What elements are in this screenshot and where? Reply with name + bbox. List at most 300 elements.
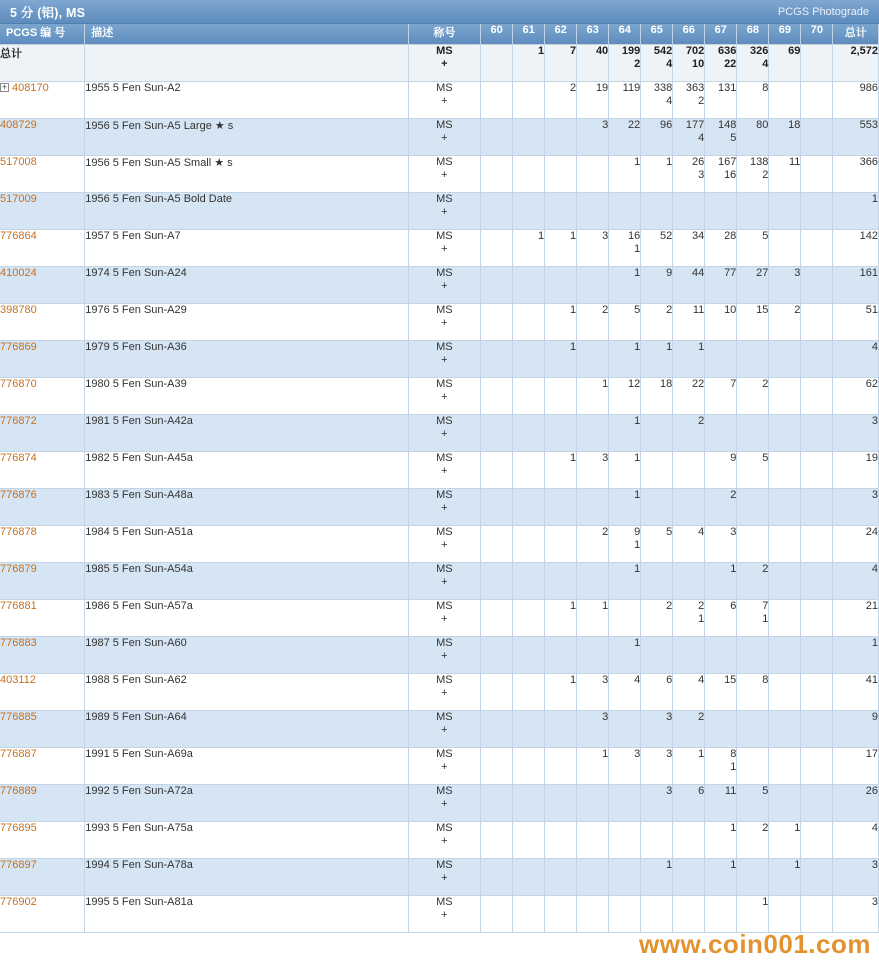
cell-pop-60 — [481, 599, 513, 636]
cell-pop-67: 77 — [705, 266, 737, 303]
cell-pop-67: 9 — [705, 451, 737, 488]
table-row[interactable] — [0, 599, 879, 636]
cell-pop-70 — [801, 155, 833, 192]
pcgs-number-link[interactable]: 776889 — [0, 784, 37, 797]
cell-pop-61 — [513, 747, 545, 784]
cell-pop-64: 3 — [609, 747, 641, 784]
cell-pcgs-number[interactable] — [0, 81, 85, 118]
pcgs-number-link[interactable]: 776895 — [0, 821, 37, 834]
table-row[interactable] — [0, 747, 879, 784]
pcgs-number-link[interactable]: 403112 — [0, 673, 36, 686]
cell-pop-65 — [641, 414, 673, 451]
cell-pop-62 — [545, 377, 577, 414]
cell-pop-69: 18 — [769, 118, 801, 155]
cell-pop-62 — [545, 895, 577, 932]
population-table — [0, 24, 879, 933]
cell-pop-60 — [481, 266, 513, 303]
cell-pop-66 — [673, 858, 705, 895]
totals-description — [85, 44, 408, 81]
cell-pop-64: 1 — [609, 562, 641, 599]
cell-pop-60 — [481, 303, 513, 340]
cell-pop-61 — [513, 821, 545, 858]
cell-pcgs-number[interactable] — [0, 895, 85, 932]
cell-description: 1956 5 Fen Sun-A5 Large ★ s — [85, 118, 408, 155]
table-row[interactable] — [0, 155, 879, 192]
pcgs-number-link[interactable]: 776883 — [0, 636, 37, 649]
cell-pop-62 — [545, 821, 577, 858]
cell-total: 553 — [833, 118, 879, 155]
cell-pop-61 — [513, 192, 545, 229]
cell-total: 62 — [833, 377, 879, 414]
cell-grade: MS + — [408, 155, 480, 192]
cell-pop-60 — [481, 636, 513, 673]
cell-total: 51 — [833, 303, 879, 340]
cell-pop-61 — [513, 266, 545, 303]
cell-pop-65: 96 — [641, 118, 673, 155]
cell-pop-69: 3 — [769, 266, 801, 303]
cell-pop-61: 1 — [513, 229, 545, 266]
table-row[interactable] — [0, 895, 879, 932]
cell-pop-68: 1 — [737, 895, 769, 932]
cell-pop-65: 338 4 — [641, 81, 673, 118]
cell-pop-69 — [769, 340, 801, 377]
cell-pop-60 — [481, 710, 513, 747]
cell-pop-67: 636 22 — [705, 44, 737, 81]
cell-grade: MS + — [408, 821, 480, 858]
cell-pop-64 — [609, 192, 641, 229]
cell-pop-63: 1 — [577, 377, 609, 414]
cell-description: 1985 5 Fen Sun-A54a — [85, 562, 408, 599]
cell-pcgs-number[interactable] — [0, 784, 85, 821]
cell-pop-62 — [545, 118, 577, 155]
pcgs-number-link[interactable]: 776869 — [0, 340, 37, 353]
pcgs-number-link[interactable]: 776870 — [0, 377, 37, 390]
cell-total: 17 — [833, 747, 879, 784]
pcgs-number-link[interactable]: 776874 — [0, 451, 37, 464]
cell-pop-64: 4 — [609, 673, 641, 710]
cell-pop-65: 6 — [641, 673, 673, 710]
pcgs-number-link[interactable]: 776902 — [0, 895, 37, 908]
cell-pop-67: 131 — [705, 81, 737, 118]
cell-pcgs-number[interactable] — [0, 858, 85, 895]
cell-pop-62 — [545, 192, 577, 229]
cell-pop-61 — [513, 784, 545, 821]
cell-pop-70 — [801, 895, 833, 932]
cell-pop-70 — [801, 821, 833, 858]
cell-pop-66: 2 1 — [673, 599, 705, 636]
cell-pop-69 — [769, 710, 801, 747]
col-header-description[interactable]: 描述 — [85, 24, 408, 44]
cell-pop-65 — [641, 562, 673, 599]
pcgs-number-link[interactable]: 776872 — [0, 414, 37, 427]
cell-pcgs-number[interactable] — [0, 118, 85, 155]
cell-pop-68: 5 — [737, 784, 769, 821]
cell-pop-64 — [609, 784, 641, 821]
col-header-pcgs-number[interactable]: PCGS 编 号 — [0, 24, 85, 44]
cell-pop-67: 11 — [705, 784, 737, 821]
cell-pop-61 — [513, 599, 545, 636]
table-row[interactable] — [0, 636, 879, 673]
cell-grade: MS + — [408, 303, 480, 340]
cell-pop-67: 7 — [705, 377, 737, 414]
cell-pop-66: 1 — [673, 747, 705, 784]
cell-pop-65: 3 — [641, 710, 673, 747]
table-row[interactable] — [0, 229, 879, 266]
table-row[interactable] — [0, 858, 879, 895]
cell-description: 1983 5 Fen Sun-A48a — [85, 488, 408, 525]
col-header-grade-64[interactable]: 64 — [609, 24, 641, 44]
cell-total: 24 — [833, 525, 879, 562]
cell-pop-68: 138 2 — [737, 155, 769, 192]
cell-pcgs-number[interactable] — [0, 636, 85, 673]
cell-pop-65 — [641, 451, 673, 488]
cell-pop-60 — [481, 414, 513, 451]
cell-pop-70 — [801, 710, 833, 747]
cell-pop-62 — [545, 784, 577, 821]
cell-pcgs-number[interactable] — [0, 414, 85, 451]
cell-pop-65: 1 — [641, 858, 673, 895]
cell-pcgs-number[interactable] — [0, 673, 85, 710]
cell-pop-68 — [737, 192, 769, 229]
cell-pop-66: 26 3 — [673, 155, 705, 192]
cell-pop-62 — [545, 488, 577, 525]
cell-pop-66 — [673, 821, 705, 858]
cell-pop-64: 1 — [609, 340, 641, 377]
cell-pop-63 — [577, 488, 609, 525]
cell-pop-69: 1 — [769, 821, 801, 858]
cell-pop-60 — [481, 44, 513, 81]
cell-pcgs-number[interactable] — [0, 377, 85, 414]
cell-grade: MS + — [408, 451, 480, 488]
cell-description: 1955 5 Fen Sun-A2 — [85, 81, 408, 118]
cell-pcgs-number[interactable] — [0, 451, 85, 488]
cell-pop-64: 16 1 — [609, 229, 641, 266]
cell-pop-69: 2 — [769, 303, 801, 340]
cell-pop-63: 3 — [577, 710, 609, 747]
pcgs-number-link[interactable]: 776876 — [0, 488, 37, 501]
cell-pop-61 — [513, 636, 545, 673]
cell-pcgs-number[interactable] — [0, 155, 85, 192]
cell-pop-69 — [769, 784, 801, 821]
cell-total: 366 — [833, 155, 879, 192]
cell-pcgs-number[interactable] — [0, 303, 85, 340]
cell-pcgs-number[interactable] — [0, 229, 85, 266]
cell-pop-68: 27 — [737, 266, 769, 303]
pcgs-number-link[interactable]: 776878 — [0, 525, 37, 538]
pcgs-number-link[interactable]: 776879 — [0, 562, 37, 575]
col-header-grade-66[interactable]: 66 — [673, 24, 705, 44]
cell-pop-67: 28 — [705, 229, 737, 266]
cell-description: 1982 5 Fen Sun-A45a — [85, 451, 408, 488]
cell-pop-64: 1 — [609, 414, 641, 451]
cell-pop-65: 1 — [641, 155, 673, 192]
cell-pop-69: 11 — [769, 155, 801, 192]
cell-total: 4 — [833, 340, 879, 377]
cell-grade: MS + — [408, 747, 480, 784]
cell-description: 1988 5 Fen Sun-A62 — [85, 673, 408, 710]
cell-pop-68: 7 1 — [737, 599, 769, 636]
cell-pop-62 — [545, 155, 577, 192]
cell-pop-64 — [609, 599, 641, 636]
cell-grade: MS + — [408, 858, 480, 895]
cell-pop-65: 1 — [641, 340, 673, 377]
cell-pop-61 — [513, 673, 545, 710]
cell-pop-70 — [801, 340, 833, 377]
table-row[interactable] — [0, 81, 879, 118]
cell-pcgs-number[interactable] — [0, 525, 85, 562]
cell-pop-70 — [801, 673, 833, 710]
cell-pcgs-number[interactable] — [0, 266, 85, 303]
cell-pop-68 — [737, 414, 769, 451]
cell-description: 1994 5 Fen Sun-A78a — [85, 858, 408, 895]
pcgs-number-link[interactable]: 776897 — [0, 858, 37, 871]
cell-total: 161 — [833, 266, 879, 303]
cell-total: 19 — [833, 451, 879, 488]
cell-pop-66 — [673, 895, 705, 932]
cell-pop-70 — [801, 303, 833, 340]
cell-pop-68 — [737, 636, 769, 673]
cell-description: 1989 5 Fen Sun-A64 — [85, 710, 408, 747]
cell-pcgs-number[interactable] — [0, 821, 85, 858]
pcgs-number-link[interactable]: 776887 — [0, 747, 37, 760]
pcgs-number-link[interactable]: 776864 — [0, 229, 37, 242]
cell-pop-62: 1 — [545, 673, 577, 710]
cell-pop-64: 5 — [609, 303, 641, 340]
cell-description: 1979 5 Fen Sun-A36 — [85, 340, 408, 377]
cell-grade: MS + — [408, 192, 480, 229]
cell-pop-68 — [737, 710, 769, 747]
cell-pop-69 — [769, 673, 801, 710]
cell-pop-69 — [769, 81, 801, 118]
col-header-grade-68[interactable]: 68 — [737, 24, 769, 44]
table-row[interactable] — [0, 192, 879, 229]
cell-grade: MS + — [408, 81, 480, 118]
cell-pop-69 — [769, 525, 801, 562]
cell-pop-63 — [577, 562, 609, 599]
cell-pop-70 — [801, 377, 833, 414]
cell-pop-66: 6 — [673, 784, 705, 821]
cell-pop-63 — [577, 192, 609, 229]
cell-pop-60 — [481, 673, 513, 710]
table-row[interactable] — [0, 673, 879, 710]
cell-pop-63: 1 — [577, 599, 609, 636]
cell-pop-60 — [481, 747, 513, 784]
cell-description: 1974 5 Fen Sun-A24 — [85, 266, 408, 303]
cell-pop-68: 8 — [737, 673, 769, 710]
cell-pop-70 — [801, 858, 833, 895]
cell-pop-63: 1 — [577, 747, 609, 784]
cell-pop-63 — [577, 414, 609, 451]
cell-description: 1957 5 Fen Sun-A7 — [85, 229, 408, 266]
cell-pop-61 — [513, 118, 545, 155]
cell-pop-64: 199 2 — [609, 44, 641, 81]
cell-grade: MS + — [408, 562, 480, 599]
cell-pop-66: 2 — [673, 710, 705, 747]
cell-pop-66: 34 — [673, 229, 705, 266]
cell-pop-61 — [513, 377, 545, 414]
cell-description: 1981 5 Fen Sun-A42a — [85, 414, 408, 451]
cell-pop-66 — [673, 192, 705, 229]
cell-pop-63 — [577, 821, 609, 858]
pcgs-number-link[interactable]: 398780 — [0, 303, 37, 316]
cell-pop-62: 1 — [545, 229, 577, 266]
cell-pop-70 — [801, 414, 833, 451]
cell-pcgs-number[interactable] — [0, 562, 85, 599]
pcgs-number-link[interactable]: 410024 — [0, 266, 37, 279]
col-header-grade[interactable]: 称号 — [408, 24, 480, 44]
cell-pcgs-number[interactable] — [0, 340, 85, 377]
table-row[interactable] — [0, 377, 879, 414]
cell-pop-64: 22 — [609, 118, 641, 155]
cell-total: 26 — [833, 784, 879, 821]
cell-pop-61 — [513, 451, 545, 488]
cell-pop-64 — [609, 858, 641, 895]
cell-pcgs-number[interactable] — [0, 192, 85, 229]
cell-description: 1991 5 Fen Sun-A69a — [85, 747, 408, 784]
cell-pop-70 — [801, 118, 833, 155]
cell-pop-69 — [769, 229, 801, 266]
table-row[interactable] — [0, 525, 879, 562]
cell-description: 1986 5 Fen Sun-A57a — [85, 599, 408, 636]
totals-label: 总计 — [0, 44, 85, 81]
table-row[interactable] — [0, 414, 879, 451]
cell-pop-64: 1 — [609, 636, 641, 673]
table-row[interactable] — [0, 118, 879, 155]
cell-grade: MS + — [408, 377, 480, 414]
cell-pop-60 — [481, 81, 513, 118]
cell-pop-67 — [705, 414, 737, 451]
cell-pop-62 — [545, 858, 577, 895]
col-header-grade-62[interactable]: 62 — [545, 24, 577, 44]
cell-description: 1980 5 Fen Sun-A39 — [85, 377, 408, 414]
cell-pop-61 — [513, 81, 545, 118]
table-row[interactable] — [0, 451, 879, 488]
pcgs-number-link[interactable]: 408170 — [12, 81, 49, 94]
cell-pop-64: 119 — [609, 81, 641, 118]
cell-pop-67 — [705, 636, 737, 673]
pcgs-number-link[interactable]: 517009 — [0, 192, 37, 205]
cell-pop-69: 1 — [769, 858, 801, 895]
cell-pop-64 — [609, 821, 641, 858]
cell-pop-66: 363 2 — [673, 81, 705, 118]
cell-pop-69 — [769, 895, 801, 932]
cell-pop-61 — [513, 414, 545, 451]
table-row[interactable] — [0, 303, 879, 340]
cell-total: 986 — [833, 81, 879, 118]
cell-pop-68: 326 4 — [737, 44, 769, 81]
cell-pop-69 — [769, 451, 801, 488]
table-row[interactable] — [0, 710, 879, 747]
cell-grade: MS + — [408, 710, 480, 747]
col-header-grade-61[interactable]: 61 — [513, 24, 545, 44]
cell-grade: MS + — [408, 44, 480, 81]
pcgs-number-link[interactable]: 408729 — [0, 118, 37, 131]
col-header-grade-65[interactable]: 65 — [641, 24, 673, 44]
cell-pop-69 — [769, 636, 801, 673]
cell-pop-62 — [545, 710, 577, 747]
cell-pop-64 — [609, 710, 641, 747]
cell-total: 4 — [833, 562, 879, 599]
cell-description: 1995 5 Fen Sun-A81a — [85, 895, 408, 932]
cell-pop-66: 2 — [673, 414, 705, 451]
cell-total: 41 — [833, 673, 879, 710]
cell-pcgs-number[interactable] — [0, 599, 85, 636]
pcgs-number-link[interactable]: 517008 — [0, 155, 37, 168]
expand-icon[interactable]: + — [1, 82, 8, 93]
cell-pop-70 — [801, 44, 833, 81]
col-header-grade-70[interactable]: 70 — [801, 24, 833, 44]
cell-pop-65: 3 — [641, 784, 673, 821]
cell-total: 3 — [833, 414, 879, 451]
cell-pop-70 — [801, 599, 833, 636]
pcgs-number-link[interactable]: 776881 — [0, 599, 37, 612]
cell-pop-70 — [801, 266, 833, 303]
cell-total: 21 — [833, 599, 879, 636]
col-header-grade-69[interactable]: 69 — [769, 24, 801, 44]
cell-pop-60 — [481, 451, 513, 488]
cell-pop-70 — [801, 747, 833, 784]
cell-pop-68: 80 — [737, 118, 769, 155]
cell-total: 3 — [833, 895, 879, 932]
col-header-total[interactable]: 总计 — [833, 24, 879, 44]
cell-pop-70 — [801, 192, 833, 229]
table-row[interactable] — [0, 488, 879, 525]
cell-grade: MS + — [408, 266, 480, 303]
cell-pop-66 — [673, 488, 705, 525]
cell-pop-63 — [577, 895, 609, 932]
table-row[interactable] — [0, 784, 879, 821]
cell-pcgs-number[interactable] — [0, 710, 85, 747]
cell-pop-67: 148 5 — [705, 118, 737, 155]
cell-description: 1984 5 Fen Sun-A51a — [85, 525, 408, 562]
cell-pop-65: 9 — [641, 266, 673, 303]
cell-pop-63: 2 — [577, 303, 609, 340]
cell-pop-62 — [545, 747, 577, 784]
cell-pop-63: 3 — [577, 451, 609, 488]
cell-pop-60 — [481, 821, 513, 858]
cell-pop-68: 15 — [737, 303, 769, 340]
cell-pop-65 — [641, 488, 673, 525]
cell-pop-61 — [513, 710, 545, 747]
cell-pop-62: 1 — [545, 303, 577, 340]
cell-grade: MS + — [408, 599, 480, 636]
cell-pop-64: 1 — [609, 488, 641, 525]
cell-pop-67: 6 — [705, 599, 737, 636]
photograde-link[interactable]: PCGS Photograde — [777, 5, 869, 18]
cell-pop-67: 2 — [705, 488, 737, 525]
table-row[interactable] — [0, 821, 879, 858]
col-header-grade-67[interactable]: 67 — [705, 24, 737, 44]
cell-pcgs-number[interactable] — [0, 488, 85, 525]
cell-grade: MS + — [408, 784, 480, 821]
cell-pop-70 — [801, 784, 833, 821]
cell-pop-66 — [673, 562, 705, 599]
table-row[interactable] — [0, 266, 879, 303]
cell-pop-69 — [769, 562, 801, 599]
cell-pop-69 — [769, 414, 801, 451]
col-header-grade-60[interactable]: 60 — [481, 24, 513, 44]
pcgs-number-link[interactable]: 776885 — [0, 710, 37, 723]
cell-pop-66: 4 — [673, 525, 705, 562]
cell-pcgs-number[interactable] — [0, 747, 85, 784]
cell-pop-65: 52 — [641, 229, 673, 266]
col-header-grade-63[interactable]: 63 — [577, 24, 609, 44]
cell-description: 1992 5 Fen Sun-A72a — [85, 784, 408, 821]
table-row[interactable] — [0, 562, 879, 599]
cell-pop-60 — [481, 229, 513, 266]
table-row[interactable] — [0, 340, 879, 377]
cell-pop-60 — [481, 858, 513, 895]
